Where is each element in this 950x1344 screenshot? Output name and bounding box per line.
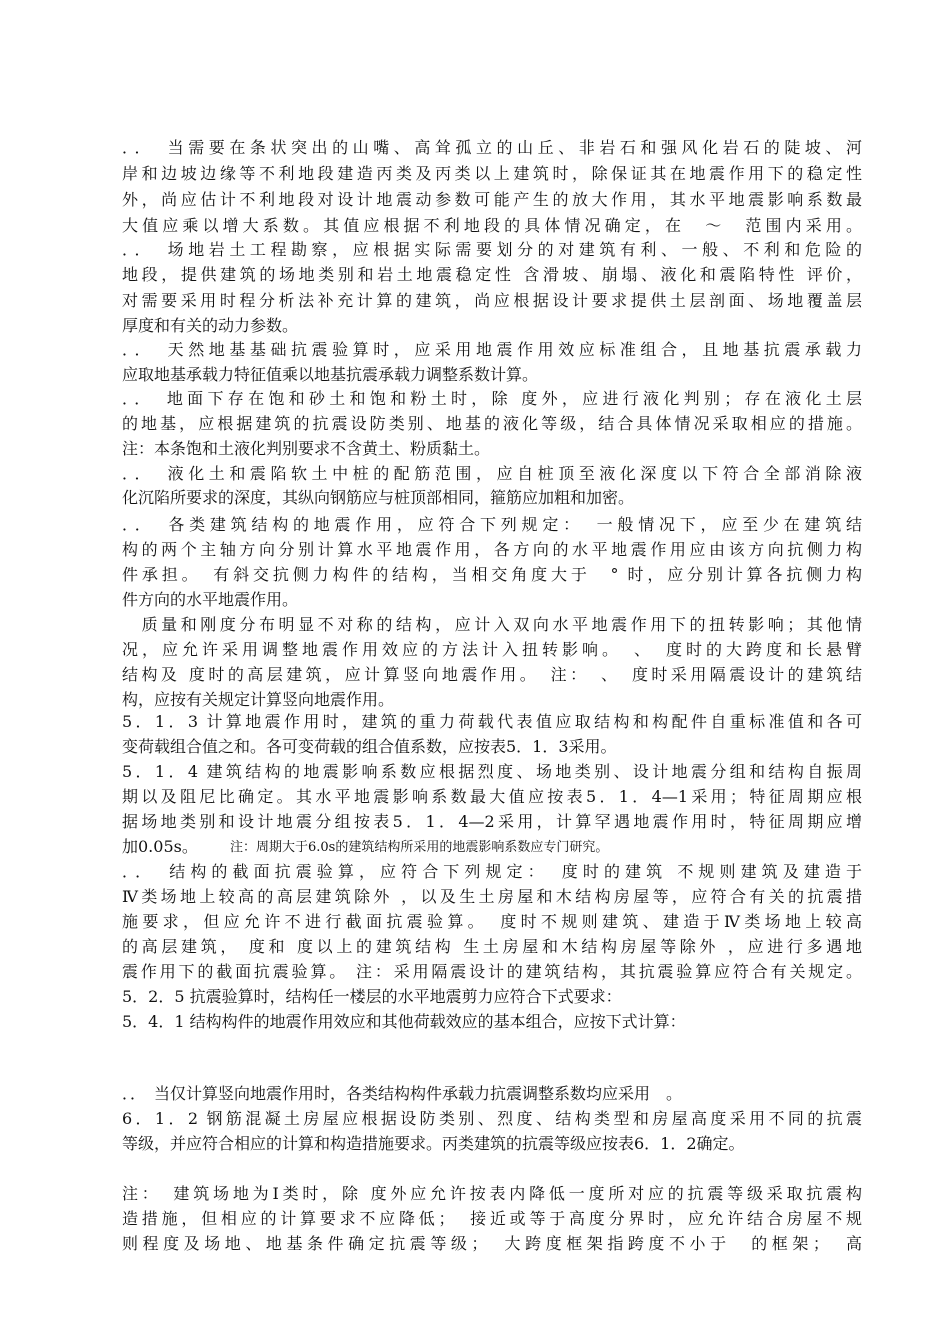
note-line: 注：周期大于6.0s的建筑结构所采用的地震影响系数应专门研究。 (230, 840, 609, 855)
text-line: ．． 结构的截面抗震验算，应符合下列规定： 度时的建筑 不规则建筑及建造于 (122, 862, 862, 881)
text-line: 6．1．2 钢筋混凝土房屋应根据设防类别、烈度、结构类型和房屋高度采用不同的抗震 (122, 1109, 862, 1128)
text-line: 5．1．4 建筑结构的地震影响系数应根据烈度、场地类别、设计地震分组和结构自振周 (122, 762, 862, 781)
text-line: ．． 地面下存在饱和砂土和饱和粉土时，除 度外，应进行液化判别；存在液化土层 (122, 389, 862, 408)
text-line: 地段，提供建筑的场地类别和岩土地震稳定性 含滑坡、崩塌、液化和震陷特性 评价， (122, 265, 862, 284)
text-line: 施要求，但应允许不进行截面抗震验算。 度时不规则建筑、建造于Ⅳ类场地上较高 (122, 912, 862, 931)
text-line: 等级，并应符合相应的计算和构造措施要求。丙类建筑的抗震等级应按表6．1．2确定。 (122, 1134, 745, 1153)
text-line: 对需要采用时程分析法补充计算的建筑，尚应根据设计要求提供土层剖面、场地覆盖层 (122, 291, 862, 310)
text-line: 据场地类别和设计地震分组按表5．1．4—2采用，计算罕遇地震作用时，特征周期应增 (122, 812, 862, 831)
text-line: 注： 建筑场地为Ⅰ类时，除 度外应允许按表内降低一度所对应的抗震等级采取抗震构 (122, 1184, 862, 1203)
text-line: 件方向的水平地震作用。 (122, 590, 299, 609)
text-line: 造措施，但相应的计算要求不应降低； 接近或等于高度分界时，应允许结合房屋不规 (122, 1209, 862, 1228)
text-line: 5．2．5 抗震验算时，结构任一楼层的水平地震剪力应符合下式要求： (122, 987, 622, 1006)
text-line: 化沉陷所要求的深度，其纵向钢筋应与桩顶部相同，箍筋应加粗和加密。 (122, 488, 635, 507)
text-line: 变荷载组合值之和。各可变荷载的组合值系数，应按表5．1．3采用。 (122, 737, 617, 756)
text-line: ．． 各类建筑结构的地震作用，应符合下列规定： 一般情况下，应至少在建筑结 (122, 515, 862, 534)
text-line: 5．4．1 结构构件的地震作用效应和其他荷载效应的基本组合，应按下式计算： (122, 1012, 686, 1031)
text-line: 厚度和有关的动力参数。 (122, 316, 299, 335)
text-line: Ⅳ类场地上较高的高层建筑除外 ，以及生土房屋和木结构房屋等，应符合有关的抗震措 (122, 887, 862, 906)
text-line: 质量和刚度分布明显不对称的结构，应计入双向水平地震作用下的扭转影响；其他情 (122, 615, 862, 634)
text-line: 5．1．3 计算地震作用时，建筑的重力荷载代表值应取结构和构配件自重标准值和各可 (122, 712, 862, 731)
text-line: 大值应乘以增大系数。其值应根据不利地段的具体情况确定，在 ～ 范围内采用。 (122, 216, 862, 235)
text-line: 构，应按有关规定计算竖向地震作用。 (122, 690, 395, 709)
text-line: ．． 场地岩土工程勘察，应根据实际需要划分的对建筑有利、一般、不利和危险的 (122, 240, 862, 259)
text-line: ．． 天然地基基础抗震验算时，应采用地震作用效应标准组合，且地基抗震承载力 (122, 340, 862, 359)
text-line: ．． 当仅计算竖向地震作用时，各类结构构件承载力抗震调整系数均应采用 。 (122, 1084, 683, 1103)
text-line: 应取地基承载力特征值乘以地基抗震承载力调整系数计算。 (122, 365, 539, 384)
text-line: 岸和边坡边缘等不利地段建造丙类及丙类以上建筑时，除保证其在地震作用下的稳定性 (122, 164, 862, 183)
text-line: 结构及 度时的高层建筑，应计算竖向地震作用。 注： 、 度时采用隔震设计的建筑结 (122, 665, 862, 684)
text-line: ．． 液化土和震陷软土中桩的配筋范围，应自桩顶至液化深度以下符合全部消除液 (122, 464, 862, 483)
text-line: 震作用下的截面抗震验算。 注：采用隔震设计的建筑结构，其抗震验算应符合有关规定。 (122, 962, 862, 981)
text-line: 构的两个主轴方向分别计算水平地震作用，各方向的水平地震作用应由该方向抗侧力构 (122, 540, 862, 559)
text-line: 的高层建筑， 度和 度以上的建筑结构 生土房屋和木结构房屋等除外 ，应进行多遇地 (122, 937, 862, 956)
text-line: ．． 当需要在条状突出的山嘴、高耸孤立的山丘、非岩石和强风化岩石的陡坡、河 (122, 138, 862, 157)
text-line: 则程度及场地、地基条件确定抗震等级； 大跨度框架指跨度不小于 的框架； 高 (122, 1234, 862, 1253)
text-line: 件承担。 有斜交抗侧力构件的结构，当相交角度大于 ° 时，应分别计算各抗侧力构 (122, 565, 862, 584)
text-line: 注：本条饱和土液化判别要求不含黄土、粉质黏土。 (122, 439, 491, 458)
text-line: 加0.05s。 (122, 837, 198, 856)
text-line: 期以及阻尼比确定。其水平地震影响系数最大值应按表5．1．4—1采用；特征周期应根 (122, 787, 862, 806)
text-line: 外，尚应估计不利地段对设计地震动参数可能产生的放大作用，其水平地震影响系数最 (122, 190, 862, 209)
text-line: 的地基，应根据建筑的抗震设防类别、地基的液化等级，结合具体情况采取相应的措施。 (122, 414, 862, 433)
text-line: 况，应允许采用调整地震作用效应的方法计入扭转影响。 、 度时的大跨度和长悬臂 (122, 640, 862, 659)
